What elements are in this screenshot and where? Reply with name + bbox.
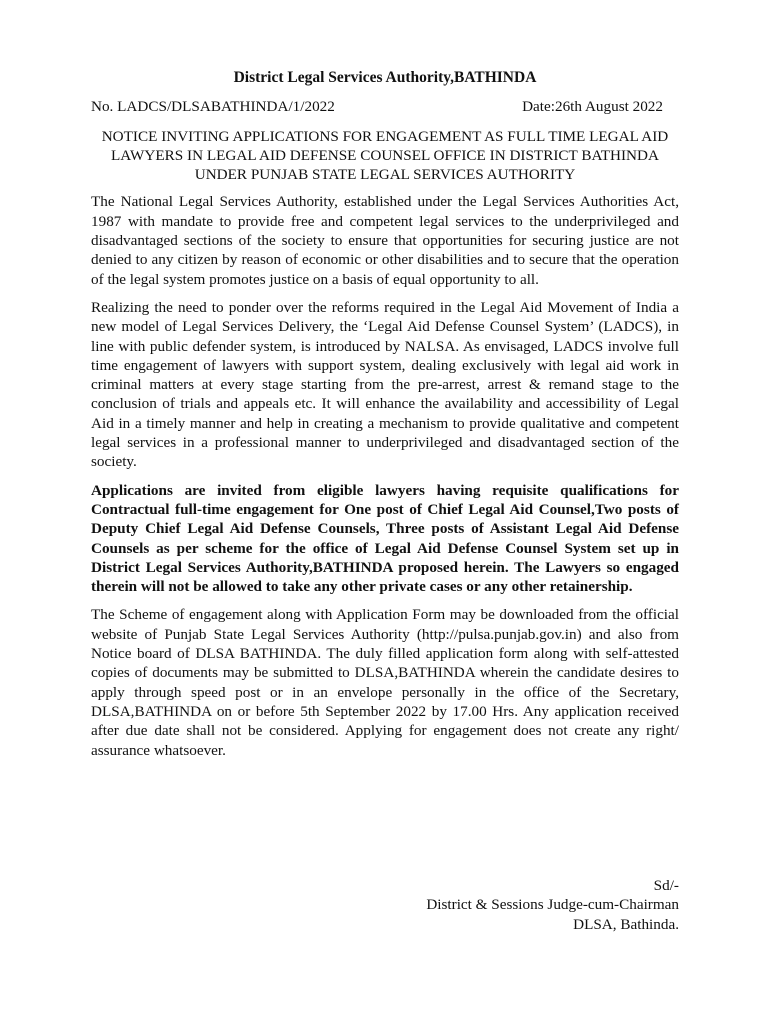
reference-number: No. LADCS/DLSABATHINDA/1/2022 bbox=[91, 98, 335, 116]
reference-line bbox=[91, 97, 663, 116]
paragraph-applications-invited: Applications are invited from eligible lawyers having requisite qualifications for Contractual full-time engagement for One post of Chief Legal Aid Counsel,Two posts of Deputy Chief Legal Aid Defense Counsels, Three posts of Assistant Legal Aid Defense Counsels as per scheme for the office of Legal Aid Defense Counsel System set up in District Legal Services Authority,BATHINDA proposed herein. The Lawyers so engaged therein will not be allowed to take any other private cases or any other retainership. bbox=[91, 481, 679, 596]
notice-date: Date:26th August 2022 bbox=[522, 98, 663, 116]
paragraph-nalsa-intro: The National Legal Services Authority, established under the Legal Services Authorities Act, 1987 with mandate to provide free and competent legal services to the underprivileged and disadvantaged sections of the society to ensure that opportunities for securing justice are not denied to any citizen by reason of economic or other disabilities and to secure that the operation of the legal system promotes justice on a basis of equal opportunity to all. bbox=[91, 193, 679, 288]
paragraph-ladcs-description: Realizing the need to ponder over the reforms required in the Legal Aid Movement of India a new model of Legal Services Delivery, the ‘Legal Aid Defense Counsel System’ (LADCS), in line with public defender system, is introduced by NALSA. As envisaged, LADCS involve full time engagement of lawyers with support system, dealing exclusively with legal aid work in criminal matters at every stage starting from the pre-arrest, arrest & remand stage to the conclusion of trials and appeals etc. It will enhance the availability and accessibility of Legal Aid in a timely manner and help in creating a mechanism to provide qualitative and competent legal services in a professional manner to underprivileged and disadvantaged section of the society. bbox=[91, 298, 679, 471]
signature-mark: Sd/- bbox=[653, 877, 679, 894]
notice-title: NOTICE INVITING APPLICATIONS FOR ENGAGEMENT AS FULL TIME LEGAL AID LAWYERS IN LEGAL AID DEFENSE COUNSEL OFFICE IN DISTRICT BATHINDA UNDER PUNJAB STATE LEGAL SERVICES AUTHORITY bbox=[101, 127, 669, 184]
organization-title: District Legal Services Authority,BATHINDA bbox=[233, 69, 537, 86]
notice-document bbox=[91, 68, 679, 933]
paragraph-submission-details: The Scheme of engagement along with Application Form may be downloaded from the official website of Punjab State Legal Services Authority (http://pulsa.punjab.gov.in) and also from Notice board of DLSA BATHINDA. The duly filled application form along with self-attested copies of documents may be submitted to DLSA,BATHINDA wherein the candidate desires to apply through speed post or in an envelope personally in the office of the Secretary, DLSA,BATHINDA on or before 5th September 2022 by 17.00 Hrs. Any application received after due date shall not be considered. Applying for engagement does not create any right/ assurance whatsoever. bbox=[91, 606, 679, 759]
signatory-office: DLSA, Bathinda. bbox=[573, 915, 679, 933]
signatory-designation: District & Sessions Judge-cum-Chairman bbox=[426, 896, 679, 914]
signature-block bbox=[426, 876, 679, 934]
